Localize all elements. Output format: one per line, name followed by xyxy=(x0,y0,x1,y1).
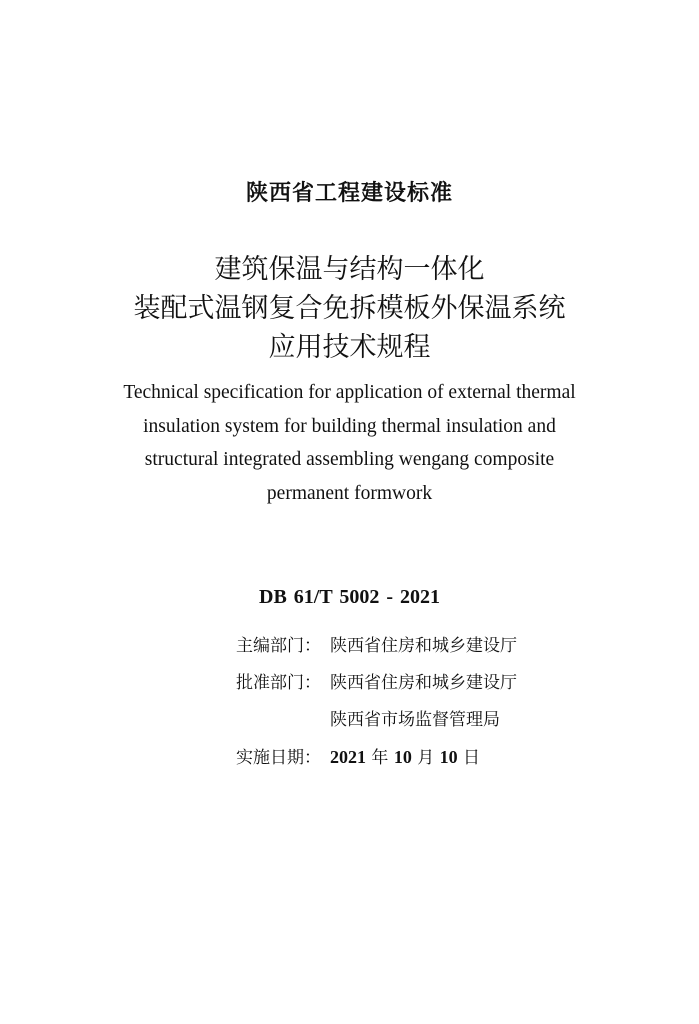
editor-row xyxy=(236,628,517,665)
approver-value-2: 陕西省市场监督管理局 xyxy=(330,710,500,730)
chinese-title xyxy=(0,250,699,367)
publication-info xyxy=(236,628,517,776)
effective-date-year-unit: 年 xyxy=(371,748,389,768)
approver-label: 批准部门： xyxy=(236,673,321,693)
effective-date-label: 实施日期： xyxy=(236,748,321,768)
approver-row xyxy=(236,665,517,702)
effective-date-day-unit: 日 xyxy=(463,748,481,768)
chinese-title-line-1: 建筑保温与结构一体化 xyxy=(214,254,485,285)
chinese-title-line-2: 装配式温钢复合免拆模板外保温系统 xyxy=(133,293,566,324)
standard-category: 陕西省工程建设标准 xyxy=(245,181,453,206)
editor-label: 主编部门： xyxy=(236,636,321,656)
english-title-line-1: Technical specification for application of external thermal xyxy=(123,382,576,403)
english-title-line-3: structural integrated assembling wengang composite xyxy=(144,449,555,470)
effective-date-day: 10 xyxy=(439,747,458,767)
effective-date-month-unit: 月 xyxy=(417,748,435,768)
standard-code: DB 61/T 5002 - 2021 xyxy=(259,586,440,608)
effective-date-year: 2021 xyxy=(330,747,366,767)
effective-date-month: 10 xyxy=(393,747,412,767)
approver-value-1: 陕西省住房和城乡建设厅 xyxy=(330,673,517,693)
english-title xyxy=(0,376,699,510)
english-title-line-4: permanent formwork xyxy=(266,482,433,504)
effective-date-row xyxy=(236,739,517,776)
approver-row-2 xyxy=(236,702,517,739)
english-title-line-2: insulation system for building thermal insulation and xyxy=(143,415,556,437)
editor-value: 陕西省住房和城乡建设厅 xyxy=(330,636,517,656)
chinese-title-line-3: 应用技术规程 xyxy=(268,332,431,363)
